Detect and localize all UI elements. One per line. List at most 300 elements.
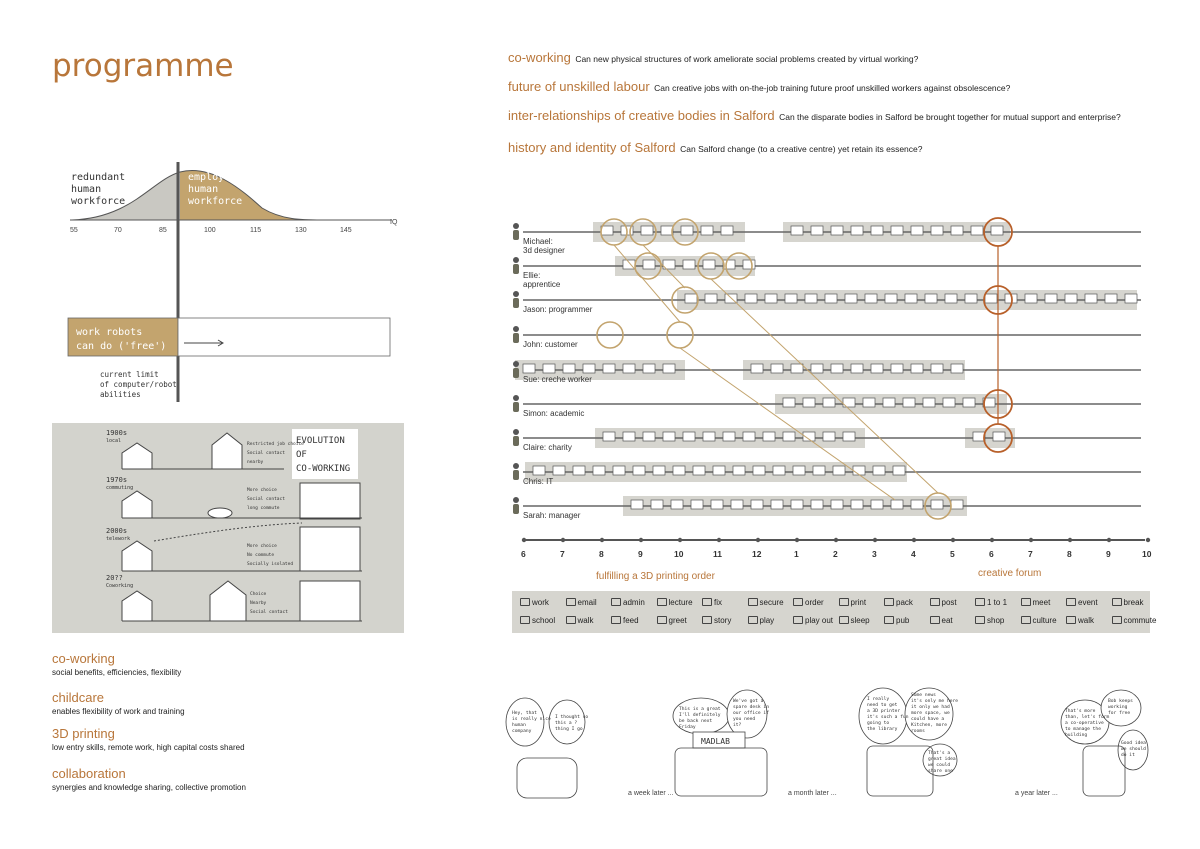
caption-creative-forum: creative forum bbox=[978, 568, 1042, 579]
activity-icon bbox=[673, 466, 685, 475]
person-label bbox=[523, 443, 572, 452]
employable-label-3: workforce bbox=[188, 196, 243, 207]
activity-icon bbox=[793, 466, 805, 475]
theme-heading: collaboration bbox=[52, 766, 126, 781]
bubble-text: thing I go bbox=[555, 727, 583, 732]
bubble-text: need to get bbox=[867, 703, 898, 708]
activity-icon bbox=[805, 294, 817, 303]
activity-icon bbox=[611, 598, 621, 606]
bubble-text: This is a great bbox=[679, 707, 721, 712]
key-label: post bbox=[941, 598, 957, 607]
bubble-text: be back next bbox=[679, 719, 713, 724]
cowork-hub-icon bbox=[210, 581, 246, 621]
activity-icon bbox=[951, 364, 963, 373]
hour-label: 8 bbox=[599, 549, 604, 559]
bubble-text: Kitchen, more bbox=[911, 723, 947, 728]
activity-icon bbox=[1125, 294, 1137, 303]
key-label: play bbox=[759, 616, 775, 625]
activity-icon bbox=[903, 398, 915, 407]
bubble-text: building bbox=[1065, 733, 1088, 738]
activity-icon bbox=[823, 398, 835, 407]
question-heading: co-working bbox=[508, 50, 571, 65]
activity-icon bbox=[923, 398, 935, 407]
network-link bbox=[154, 523, 302, 541]
human-work-area bbox=[178, 318, 390, 356]
person-body-icon bbox=[513, 298, 519, 308]
hour-label: 2 bbox=[833, 549, 838, 559]
activity-icon bbox=[845, 294, 857, 303]
person-head-icon bbox=[513, 326, 519, 332]
bubble-text: this a ? bbox=[555, 721, 578, 726]
activity-icon bbox=[930, 598, 940, 606]
person-label bbox=[523, 340, 578, 349]
redundant-label-3: workforce bbox=[71, 196, 126, 207]
activity-icon bbox=[813, 466, 825, 475]
key-label: break bbox=[1123, 598, 1144, 607]
theme-text: enables flexibility of work and training bbox=[52, 707, 185, 716]
era-note: nearby bbox=[247, 460, 264, 465]
activity-icon bbox=[1021, 598, 1031, 606]
activity-icon bbox=[693, 466, 705, 475]
tick-label: 145 bbox=[340, 227, 352, 234]
key-item bbox=[1066, 598, 1098, 607]
evolution-title-3: CO-WORKING bbox=[296, 464, 351, 474]
bubble-text: That's a bbox=[928, 751, 951, 756]
person-head-icon bbox=[513, 463, 519, 469]
activity-icon bbox=[641, 226, 653, 235]
question-identity bbox=[508, 139, 923, 157]
activity-icon bbox=[1112, 598, 1122, 606]
activity-icon bbox=[791, 364, 803, 373]
hour-dot bbox=[1146, 538, 1150, 542]
hour-label: 9 bbox=[638, 549, 643, 559]
key-label: pack bbox=[896, 598, 913, 607]
activity-icon bbox=[785, 294, 797, 303]
question-unskilled-labour bbox=[508, 78, 1010, 96]
activity-icon bbox=[566, 616, 576, 624]
key-item bbox=[748, 616, 775, 625]
activity-icon bbox=[721, 226, 733, 235]
key-label: eat bbox=[941, 616, 953, 625]
activity-icon bbox=[791, 500, 803, 509]
activity-icon bbox=[765, 294, 777, 303]
key-label: sleep bbox=[850, 616, 870, 625]
activity-icon bbox=[885, 294, 897, 303]
key-item bbox=[1066, 616, 1094, 625]
key-label: 1 to 1 bbox=[987, 598, 1008, 607]
activity-icon bbox=[839, 616, 849, 624]
activity-icon bbox=[893, 466, 905, 475]
activity-icon bbox=[871, 364, 883, 373]
evolution-drawing bbox=[52, 423, 404, 633]
hour-label: 5 bbox=[950, 549, 955, 559]
activity-icon bbox=[543, 364, 555, 373]
activity-icon bbox=[657, 598, 667, 606]
people-figure bbox=[675, 748, 767, 796]
activity-icon bbox=[831, 500, 843, 509]
key-item bbox=[1112, 598, 1144, 607]
limit-label-3: abilities bbox=[100, 390, 141, 399]
office-block-icon bbox=[300, 483, 360, 519]
activity-icon bbox=[711, 500, 723, 509]
activity-icon bbox=[702, 616, 712, 624]
person-name: Simon: academic bbox=[523, 409, 585, 418]
hour-label: 4 bbox=[911, 549, 916, 559]
person-role: 3d designer bbox=[523, 246, 565, 255]
bubble-text: it only we had bbox=[911, 705, 950, 710]
hour-dot bbox=[717, 538, 721, 542]
activity-icon bbox=[743, 432, 755, 441]
activity-icon bbox=[733, 466, 745, 475]
person-name: Sarah: manager bbox=[523, 511, 581, 520]
activity-icon bbox=[884, 616, 894, 624]
theme-heading: co-working bbox=[52, 651, 115, 666]
activity-icon bbox=[945, 294, 957, 303]
activity-icon bbox=[643, 260, 655, 269]
question-heading: future of unskilled labour bbox=[508, 79, 650, 94]
activity-icon bbox=[651, 500, 663, 509]
activity-icon bbox=[702, 598, 712, 606]
activity-icon bbox=[663, 364, 675, 373]
activity-icon bbox=[951, 226, 963, 235]
bubble-text: share one bbox=[928, 769, 953, 774]
activity-icon bbox=[871, 226, 883, 235]
hour-label: 8 bbox=[1067, 549, 1072, 559]
era-note: More choice bbox=[247, 488, 277, 493]
activity-icon bbox=[661, 226, 673, 235]
bubble-text: Some news bbox=[911, 693, 936, 698]
question-heading: inter-relationships of creative bodies in Salford bbox=[508, 108, 775, 123]
hour-dot bbox=[678, 538, 682, 542]
bubble-text: Bob keeps bbox=[1108, 699, 1133, 704]
activity-icon bbox=[811, 364, 823, 373]
theme-coworking bbox=[52, 651, 181, 677]
key-item bbox=[520, 616, 555, 625]
key-item bbox=[657, 598, 693, 607]
activity-icon bbox=[643, 432, 655, 441]
bubble-text: do it bbox=[1121, 753, 1135, 758]
key-item bbox=[748, 598, 784, 607]
activity-icon bbox=[991, 226, 1003, 235]
limit-label-1: current limit bbox=[100, 370, 159, 379]
tick-label: 100 bbox=[204, 227, 216, 234]
bubble-text: a co-operative bbox=[1065, 721, 1104, 726]
tick-label: 85 bbox=[159, 227, 167, 234]
era-note: Social contact bbox=[250, 610, 288, 615]
key-label: print bbox=[850, 598, 867, 607]
era-sub-label: commuting bbox=[106, 485, 134, 491]
activity-icon bbox=[685, 294, 697, 303]
activity-icon bbox=[975, 616, 985, 624]
bubble-text: a 3D printer bbox=[867, 709, 901, 714]
activity-icon bbox=[891, 364, 903, 373]
activity-icon bbox=[613, 466, 625, 475]
person-head-icon bbox=[513, 395, 519, 401]
hour-label: 10 bbox=[1142, 549, 1152, 559]
bubble-text: We've got a bbox=[733, 699, 764, 704]
question-text: Can the disparate bodies in Salford be brought together for mutual support and enterprise? bbox=[779, 112, 1121, 122]
key-item bbox=[884, 598, 913, 607]
era-sub-label: Coworking bbox=[106, 583, 134, 589]
activity-icon bbox=[771, 364, 783, 373]
activity-icon bbox=[1085, 294, 1097, 303]
key-label: order bbox=[805, 598, 824, 607]
key-item bbox=[839, 616, 870, 625]
activity-icon bbox=[663, 432, 675, 441]
activity-icon bbox=[683, 260, 695, 269]
evolution-title-2: OF bbox=[296, 450, 307, 460]
activity-icon bbox=[831, 364, 843, 373]
activity-icon bbox=[793, 616, 803, 624]
key-item bbox=[839, 598, 867, 607]
activity-icon bbox=[751, 364, 763, 373]
activity-icon bbox=[601, 226, 613, 235]
limit-label-2: of computer/robot bbox=[100, 380, 177, 389]
theme-collaboration bbox=[52, 766, 246, 792]
activity-icon bbox=[905, 294, 917, 303]
activity-icon bbox=[723, 432, 735, 441]
key-item bbox=[657, 616, 687, 625]
person-body-icon bbox=[513, 470, 519, 480]
hour-label: 6 bbox=[521, 549, 526, 559]
era-note: No commute bbox=[247, 553, 275, 558]
person-label bbox=[523, 375, 592, 384]
activity-key bbox=[512, 591, 1157, 633]
activity-icon bbox=[681, 226, 693, 235]
bubble-text: to manage the bbox=[1065, 727, 1101, 732]
key-item bbox=[793, 598, 824, 607]
activity-icon bbox=[823, 432, 835, 441]
activity-icon bbox=[563, 364, 575, 373]
theme-childcare bbox=[52, 690, 185, 716]
era-note: Restricted job choice bbox=[247, 442, 304, 447]
activity-icon bbox=[793, 598, 803, 606]
key-label: play out bbox=[805, 616, 834, 625]
key-item bbox=[1112, 616, 1157, 625]
person-label bbox=[523, 409, 584, 418]
key-label: walk bbox=[1078, 616, 1095, 625]
hour-dot bbox=[639, 538, 643, 542]
era-note: More choice bbox=[247, 544, 277, 549]
activity-icon bbox=[811, 500, 823, 509]
activity-icon bbox=[583, 364, 595, 373]
people-figure bbox=[517, 758, 577, 798]
key-label: secure bbox=[759, 598, 784, 607]
activity-icon bbox=[657, 616, 667, 624]
theme-heading: childcare bbox=[52, 690, 105, 705]
key-item bbox=[975, 616, 1004, 625]
robot-label-1: work robots bbox=[76, 327, 143, 338]
key-item bbox=[884, 616, 909, 625]
activity-icon bbox=[811, 226, 823, 235]
activity-icon bbox=[603, 432, 615, 441]
tick-label: 130 bbox=[295, 227, 307, 234]
activity-icon bbox=[891, 226, 903, 235]
hour-dot bbox=[1107, 538, 1111, 542]
activity-icon bbox=[833, 466, 845, 475]
person-head-icon bbox=[513, 291, 519, 297]
activity-icon bbox=[975, 598, 985, 606]
key-item bbox=[611, 598, 645, 607]
activity-icon bbox=[1025, 294, 1037, 303]
key-label: admin bbox=[623, 598, 645, 607]
person-label bbox=[523, 271, 560, 289]
activity-icon bbox=[723, 260, 735, 269]
person-head-icon bbox=[513, 429, 519, 435]
activity-icon bbox=[963, 398, 975, 407]
tick-label: 70 bbox=[114, 227, 122, 234]
activity-icon bbox=[931, 500, 943, 509]
activity-icon bbox=[703, 260, 715, 269]
activity-icon bbox=[773, 466, 785, 475]
hour-dot bbox=[1068, 538, 1072, 542]
activity-icon bbox=[745, 294, 757, 303]
person-body-icon bbox=[513, 436, 519, 446]
key-label: lecture bbox=[668, 598, 693, 607]
activity-icon bbox=[1065, 294, 1077, 303]
cartoon-strip bbox=[505, 686, 1150, 801]
bubble-text: the library bbox=[867, 727, 898, 732]
activity-icon bbox=[871, 500, 883, 509]
key-item bbox=[1021, 616, 1057, 625]
activity-icon bbox=[683, 432, 695, 441]
person-label bbox=[523, 305, 592, 314]
activity-icon bbox=[566, 598, 576, 606]
bubble-text: company bbox=[512, 729, 532, 734]
activity-icon bbox=[943, 398, 955, 407]
person-body-icon bbox=[513, 333, 519, 343]
activity-icon bbox=[884, 598, 894, 606]
key-label: culture bbox=[1032, 616, 1057, 625]
activity-icon bbox=[911, 500, 923, 509]
evolution-title-1: EVOLUTION bbox=[296, 436, 345, 446]
activity-icon bbox=[863, 398, 875, 407]
activity-icon bbox=[713, 466, 725, 475]
house-icon bbox=[122, 591, 152, 621]
activity-icon bbox=[520, 616, 530, 624]
activity-icon bbox=[825, 294, 837, 303]
workforce-bell-chart bbox=[52, 160, 402, 405]
key-label: event bbox=[1078, 598, 1098, 607]
bubble-text: I'll definitely bbox=[679, 713, 721, 718]
hour-label: 9 bbox=[1106, 549, 1111, 559]
activity-icon bbox=[985, 294, 997, 303]
bubble-text: it's only me here bbox=[911, 699, 959, 704]
activity-icon bbox=[623, 432, 635, 441]
office-block-icon bbox=[300, 527, 360, 571]
person-role: apprentice bbox=[523, 280, 561, 289]
activity-icon bbox=[931, 226, 943, 235]
bubble-text: we could bbox=[928, 763, 951, 768]
theme-text: synergies and knowledge sharing, collective promotion bbox=[52, 783, 246, 792]
era-label: 1900s bbox=[106, 429, 128, 437]
daily-timeline bbox=[505, 210, 1155, 560]
employable-label-1: employable bbox=[188, 172, 249, 183]
activity-icon bbox=[533, 466, 545, 475]
house-icon bbox=[122, 541, 152, 571]
key-label: shop bbox=[987, 616, 1005, 625]
era-note: Socially isolated bbox=[247, 562, 294, 567]
person-body-icon bbox=[513, 402, 519, 412]
key-item bbox=[975, 598, 1007, 607]
activity-icon bbox=[553, 466, 565, 475]
activity-icon bbox=[951, 500, 963, 509]
era-note: Nearby bbox=[250, 601, 267, 606]
person-name: Claire: charity bbox=[523, 443, 572, 452]
era-label: 1970s bbox=[106, 476, 128, 484]
bubble-text: working bbox=[1108, 705, 1128, 710]
redundant-label-2: human bbox=[71, 184, 102, 195]
hour-label: 10 bbox=[674, 549, 684, 559]
question-text: Can new physical structures of work ameliorate social problems created by virtual working? bbox=[575, 54, 919, 64]
activity-icon bbox=[691, 500, 703, 509]
employable-label-2: human bbox=[188, 184, 219, 195]
activity-icon bbox=[763, 432, 775, 441]
era-sub-label: local bbox=[106, 438, 122, 444]
key-item bbox=[520, 598, 549, 607]
key-label: feed bbox=[623, 616, 639, 625]
key-label: greet bbox=[668, 616, 687, 625]
person-head-icon bbox=[513, 497, 519, 503]
person-name: John: customer bbox=[523, 340, 578, 349]
era-note: Social contact bbox=[247, 497, 285, 502]
redundant-label-1: redundant bbox=[71, 172, 126, 183]
era-sub-label: telework bbox=[106, 536, 131, 542]
hour-label: 11 bbox=[713, 549, 722, 559]
question-coworking bbox=[508, 49, 918, 67]
theme-heading: 3D printing bbox=[52, 726, 115, 741]
office-block-icon bbox=[300, 581, 360, 621]
activity-icon bbox=[705, 294, 717, 303]
bubble-text: could have a bbox=[911, 717, 945, 722]
person-head-icon bbox=[513, 223, 519, 229]
activity-icon bbox=[839, 598, 849, 606]
activity-icon bbox=[1112, 616, 1122, 624]
activity-icon bbox=[748, 598, 758, 606]
bubble-text: Hey, that bbox=[512, 711, 537, 716]
era-label: 2000s bbox=[106, 527, 128, 535]
key-item bbox=[702, 616, 731, 625]
hour-dot bbox=[873, 538, 877, 542]
bubble-text: great idea bbox=[928, 757, 956, 762]
hour-dot bbox=[951, 538, 955, 542]
bubble-text: That's more bbox=[1065, 709, 1096, 714]
activity-icon bbox=[751, 500, 763, 509]
activity-icon bbox=[993, 432, 1005, 441]
page-title: programme bbox=[52, 48, 234, 84]
hour-dot bbox=[1029, 538, 1033, 542]
bubble-text: you need bbox=[733, 717, 756, 722]
cartoon-caption: a year later ... bbox=[1015, 790, 1058, 797]
activity-icon bbox=[1045, 294, 1057, 303]
key-label: fix bbox=[714, 598, 722, 607]
activity-icon bbox=[851, 500, 863, 509]
activity-icon bbox=[643, 364, 655, 373]
activity-icon bbox=[753, 466, 765, 475]
activity-icon bbox=[803, 398, 815, 407]
bubble-text: spare desk in bbox=[733, 705, 769, 710]
activity-icon bbox=[911, 226, 923, 235]
car-icon bbox=[208, 508, 232, 518]
person-body-icon bbox=[513, 504, 519, 514]
bubble-text: is really nice bbox=[512, 717, 551, 722]
question-creative-bodies bbox=[508, 107, 1121, 125]
activity-icon bbox=[671, 500, 683, 509]
person-body-icon bbox=[513, 264, 519, 274]
bubble-text: more space, we bbox=[911, 711, 950, 716]
activity-icon bbox=[701, 226, 713, 235]
madlab-sign-text: MADLAB bbox=[701, 737, 730, 746]
